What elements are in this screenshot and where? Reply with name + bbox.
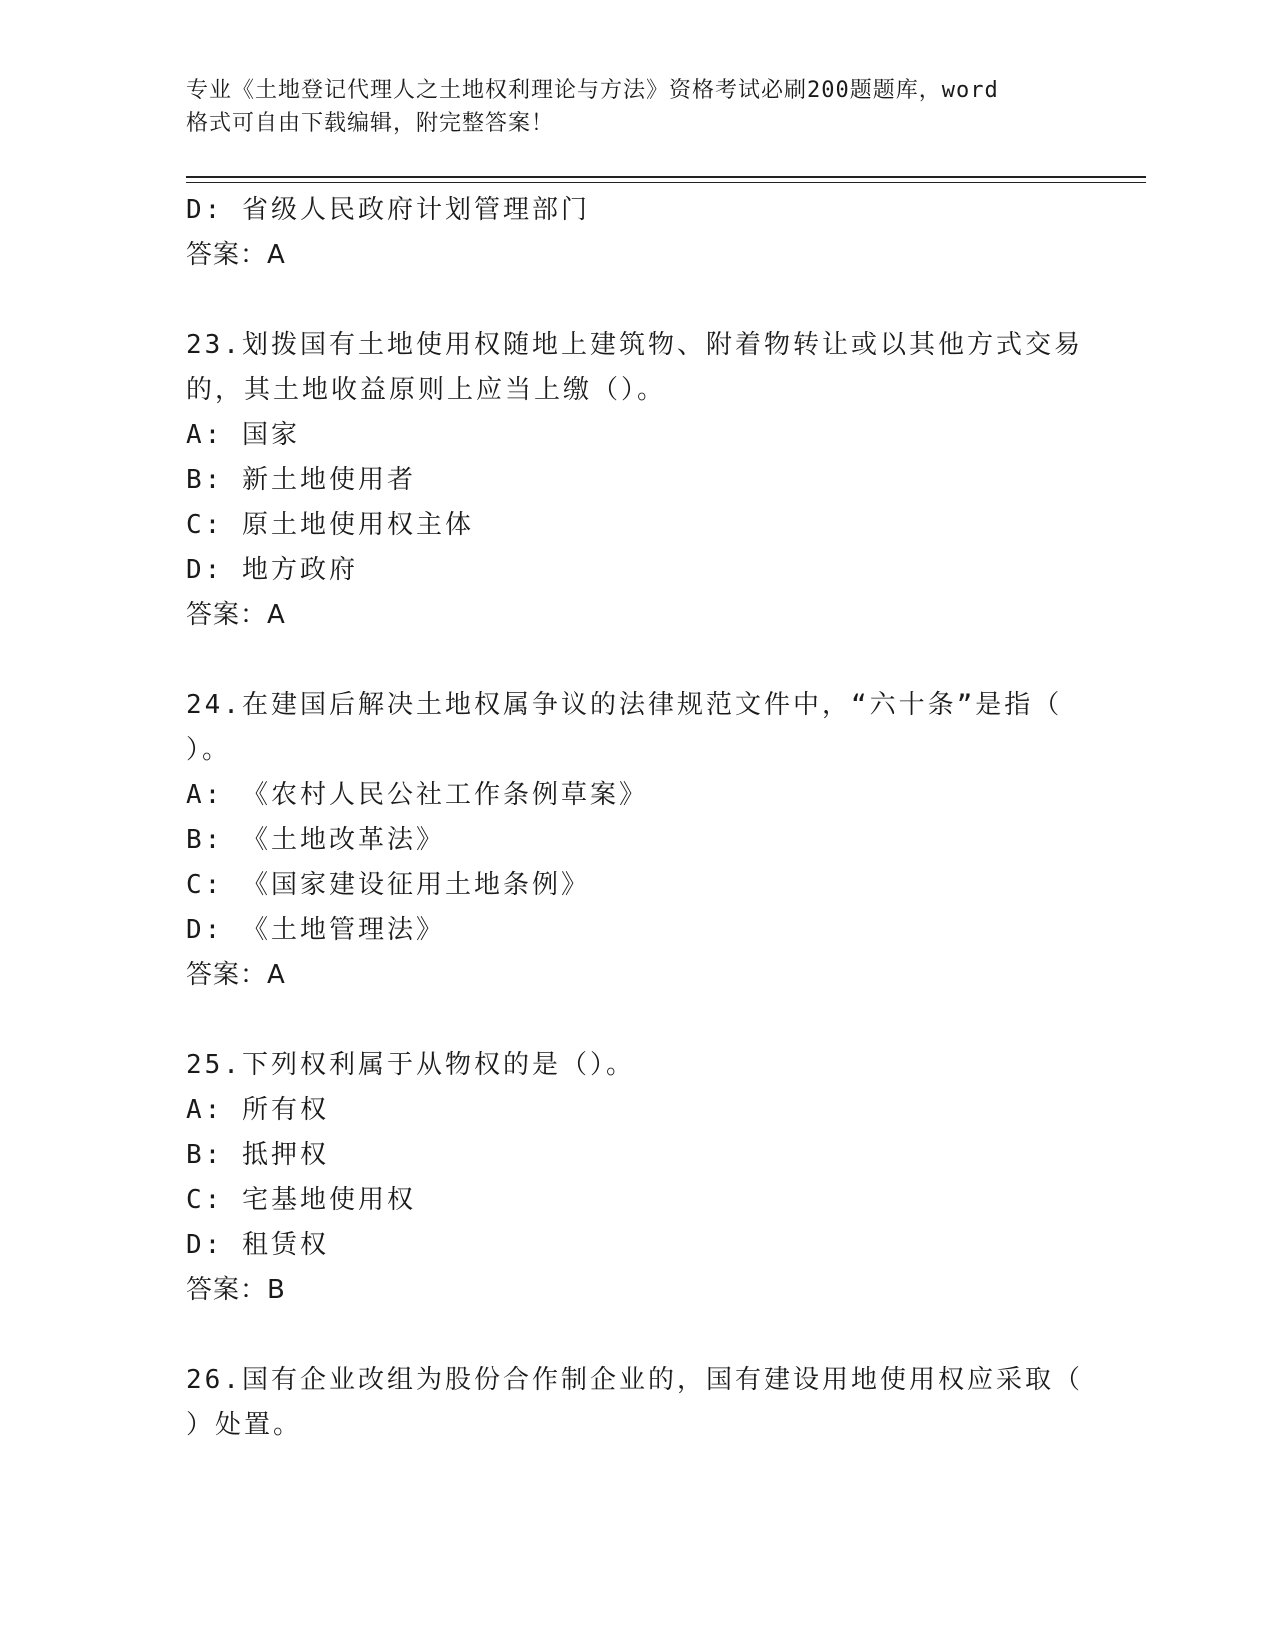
spacer [186, 638, 1066, 683]
question-25 [186, 1043, 1066, 1313]
option-c: C: 《国家建设征用土地条例》 [186, 870, 590, 900]
question-text-line-2: ）。 [186, 735, 232, 765]
option-a: A: 《农村人民公社工作条例草案》 [186, 780, 648, 810]
question-23 [186, 323, 1083, 638]
answer: 答案：A [186, 240, 286, 270]
option-b: B: 《土地改革法》 [186, 825, 445, 855]
document-header [186, 74, 1066, 140]
question-text-line-2: 的，其土地收益原则上应当上缴（）。 [186, 375, 667, 405]
header-divider-thick [186, 176, 1146, 178]
question-text-line-1: 25.下列权利属于从物权的是（）。 [186, 1050, 635, 1080]
option-d: D: 租赁权 [186, 1230, 329, 1260]
spacer [186, 278, 1066, 323]
question-26 [186, 1358, 1083, 1448]
answer: 答案：A [186, 600, 286, 630]
question-text-line-2: ）处置。 [186, 1410, 303, 1440]
question-text-line-1: 26.国有企业改组为股份合作制企业的，国有建设用地使用权应采取（ [186, 1365, 1083, 1395]
header-line-1: 专业《土地登记代理人之土地权利理论与方法》资格考试必刷200题题库，word [186, 78, 999, 103]
header-line-2: 格式可自由下载编辑，附完整答案！ [186, 111, 555, 136]
option-d: D: 《土地管理法》 [186, 915, 445, 945]
spacer [186, 1313, 1066, 1358]
option-c: C: 宅基地使用权 [186, 1185, 416, 1215]
header-divider-thin [186, 182, 1146, 183]
option-d: D: 省级人民政府计划管理部门 [186, 195, 590, 225]
spacer [186, 998, 1066, 1043]
option-d: D: 地方政府 [186, 555, 358, 585]
question-22-tail [186, 188, 1066, 278]
option-a: A: 国家 [186, 420, 300, 450]
question-list [186, 188, 1083, 1448]
option-b: B: 抵押权 [186, 1140, 329, 1170]
question-text-line-1: 24.在建国后解决土地权属争议的法律规范文件中，“六十条”是指（ [186, 690, 1063, 720]
question-24 [186, 683, 1066, 998]
answer: 答案：B [186, 1275, 286, 1305]
question-text-line-1: 23.划拨国有土地使用权随地上建筑物、附着物转让或以其他方式交易 [186, 330, 1083, 360]
option-c: C: 原土地使用权主体 [186, 510, 474, 540]
answer: 答案：A [186, 960, 286, 990]
option-a: A: 所有权 [186, 1095, 329, 1125]
option-b: B: 新土地使用者 [186, 465, 416, 495]
